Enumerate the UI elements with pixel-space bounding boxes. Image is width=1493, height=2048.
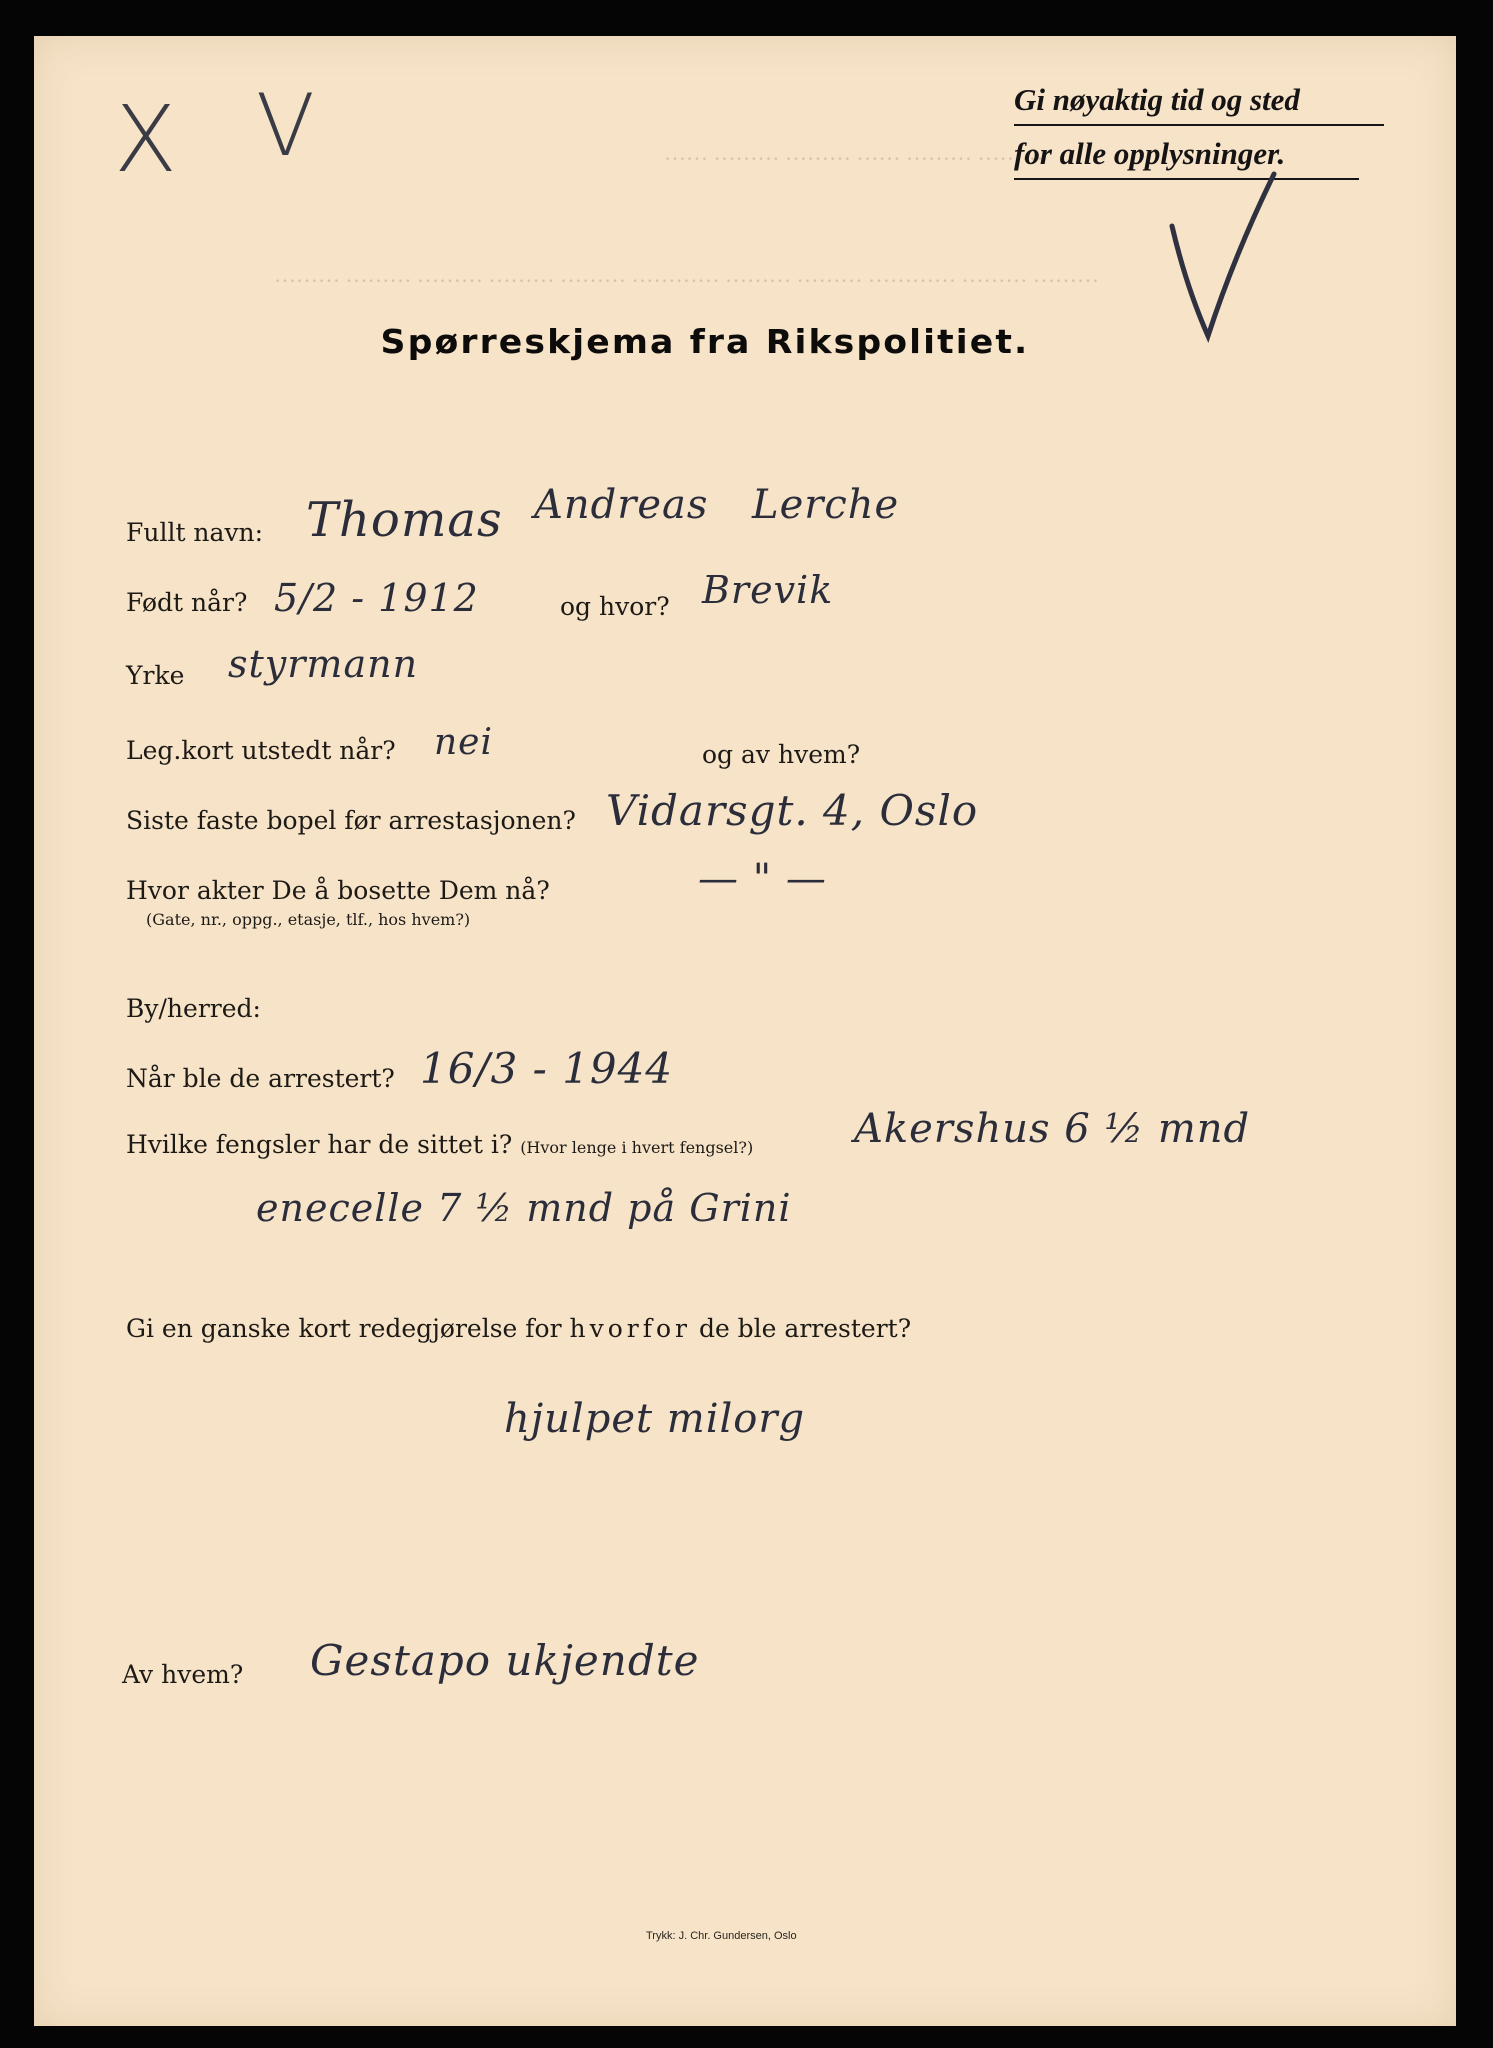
label-legcard-by: og av hvem? <box>702 740 861 769</box>
label-legcard-when: Leg.kort utstedt når? <box>126 736 396 765</box>
label-full-name: Fullt navn: <box>126 518 264 547</box>
bleed-through-1: …… ……… ……… …… ……… ……… <box>664 140 1044 165</box>
label-last-residence: Siste faste bopel før arrestasjonen? <box>126 806 576 835</box>
value-middle-name: Andreas <box>534 482 709 528</box>
label-born-when: Født når? <box>126 588 248 617</box>
label-reason-prefix: Gi en ganske kort redegjørelse for <box>126 1314 562 1343</box>
annotation-x: X <box>114 86 179 193</box>
value-legcard-when: nei <box>434 722 494 763</box>
value-occupation: styrmann <box>228 642 419 686</box>
check-mark-icon <box>1164 166 1284 346</box>
value-born-when: 5/2 - 1912 <box>274 576 479 620</box>
label-by-whom: Av hvem? <box>122 1660 244 1689</box>
form-sheet <box>34 36 1456 2026</box>
label-reason-emph: hvorfor <box>569 1314 691 1343</box>
label-prisons-text: Hvilke fengsler har de sittet i? <box>126 1130 513 1159</box>
notice-line-2: for alle opplysninger. <box>1014 136 1286 171</box>
value-last-name: Lerche <box>752 482 900 528</box>
label-occupation: Yrke <box>126 661 185 690</box>
annotation-check: V <box>256 76 316 176</box>
value-reason: hjulpet milorg <box>504 1396 806 1442</box>
label-born-where: og hvor? <box>560 592 670 621</box>
value-first-name: Thomas <box>306 492 503 548</box>
value-settle: — " — <box>698 856 827 902</box>
label-arrested-when: Når ble de arrestert? <box>126 1064 395 1093</box>
bleed-through-2: ……… ……… ……… ……… ……… ………… ……… ……… ………… ……… ……… <box>274 262 1099 287</box>
label-municipality: By/herred: <box>126 994 261 1023</box>
value-prisons-line-1: Akershus 6 ½ mnd <box>854 1106 1251 1152</box>
value-last-residence: Vidarsgt. 4, Oslo <box>606 786 979 835</box>
label-reason <box>126 1314 911 1343</box>
value-born-where: Brevik <box>702 568 834 612</box>
value-by-whom: Gestapo ukjendte <box>310 1636 700 1685</box>
value-prisons-line-2: enecelle 7 ½ mnd på Grini <box>256 1186 792 1230</box>
hint-settle: (Gate, nr., oppg., etasje, tlf., hos hvem?) <box>146 910 471 929</box>
label-settle: Hvor akter De å bosette Dem nå? <box>126 876 550 905</box>
form-title: Spørreskjema fra Rikspolitiet. <box>380 322 1030 361</box>
hint-prisons: (Hvor lenge i hvert fengsel?) <box>520 1138 754 1157</box>
printer-imprint: Trykk: J. Chr. Gundersen, Oslo <box>646 1930 797 1942</box>
notice-underline-1 <box>1014 124 1384 126</box>
value-arrested-when: 16/3 - 1944 <box>420 1044 674 1093</box>
label-reason-suffix: de ble arrestert? <box>698 1314 912 1343</box>
label-prisons <box>126 1130 753 1159</box>
notice-line-1: Gi nøyaktig tid og sted <box>1014 82 1300 117</box>
